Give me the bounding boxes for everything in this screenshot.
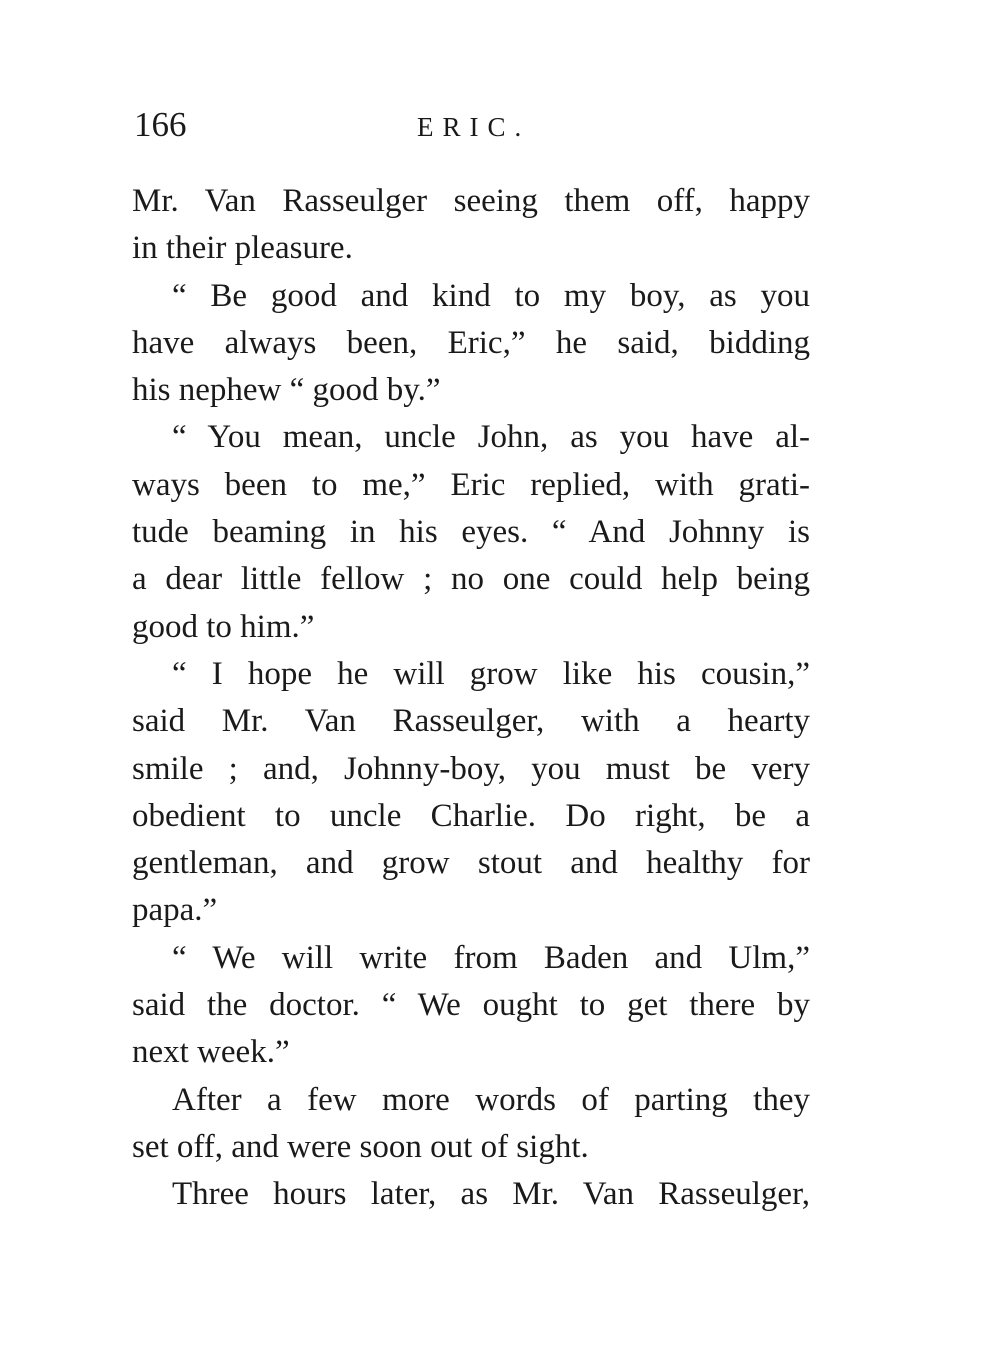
text-line: Three hours later, as Mr. Van Rasseulger, (172, 1176, 810, 1213)
body-text (132, 178, 810, 1219)
text-line: gentleman, and grow stout and healthy for (132, 845, 810, 882)
text-line: set off, and were soon out of sight. (132, 1128, 589, 1165)
text-line: next week.” (132, 1034, 290, 1071)
text-line: papa.” (132, 892, 218, 929)
text-line: his nephew “ good by.” (132, 372, 441, 409)
text-line: tude beaming in his eyes. “ And Johnny is (132, 514, 810, 551)
text-line: “ Be good and kind to my boy, as you (172, 277, 810, 314)
running-head: ERIC. (417, 112, 531, 142)
text-line: Mr. Van Rasseulger seeing them off, happy (132, 183, 810, 219)
text-line: good to him.” (132, 608, 315, 645)
text-line: in their pleasure. (132, 230, 353, 267)
text-line: said Mr. Van Rasseulger, with a hearty (132, 703, 810, 740)
text-line: have always been, Eric,” he said, bidding (132, 324, 810, 361)
text-line: After a few more words of parting they (172, 1081, 810, 1118)
page-number: 166 (134, 105, 187, 144)
text-line: said the doctor. “ We ought to get there by (132, 987, 810, 1024)
text-line: “ We will write from Baden and Ulm,” (172, 939, 810, 976)
text-line: ways been to me,” Eric replied, with grati- (132, 466, 810, 503)
page-header (134, 100, 810, 150)
text-line: “ You mean, uncle John, as you have al- (172, 419, 810, 456)
text-line: smile ; and, Johnny-boy, you must be very (132, 750, 810, 787)
text-line: obedient to uncle Charlie. Do right, be a (132, 797, 810, 834)
text-line: “ I hope he will grow like his cousin,” (172, 655, 810, 692)
text-line: a dear little fellow ; no one could help being (132, 561, 810, 598)
